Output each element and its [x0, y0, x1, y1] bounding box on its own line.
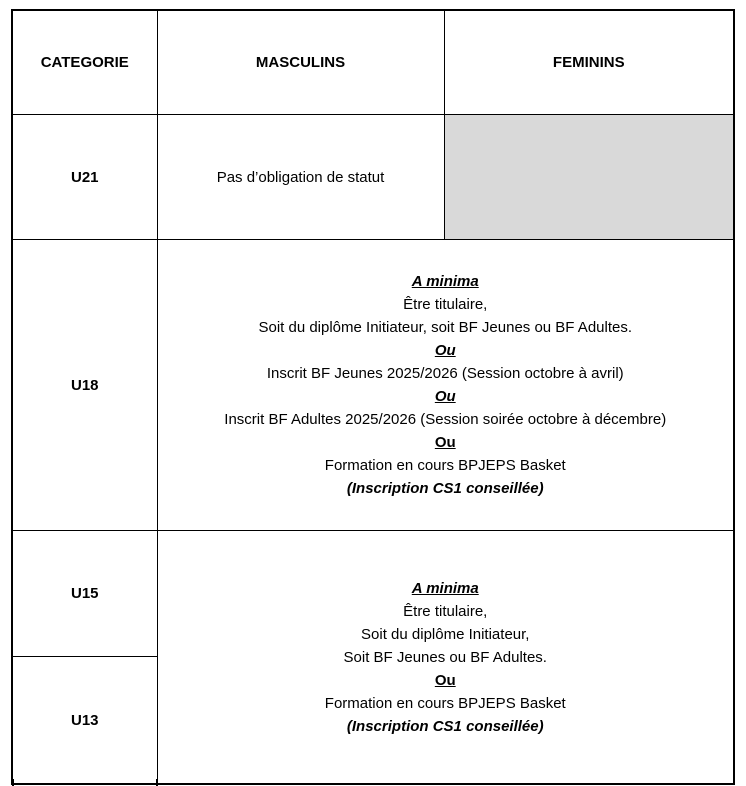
row-u18 — [12, 240, 734, 531]
u15-u13-line-inscription-cs1: (Inscription CS1 conseillée) — [346, 717, 544, 735]
next-row-border-sliver-left — [12, 779, 14, 786]
u18-line-diplomes: Soit du diplôme Initiateur, soit BF Jeunes ou BF Adultes. — [258, 319, 633, 336]
u15-u13-line-bpjeps: Formation en cours BPJEPS Basket — [324, 694, 566, 712]
u15-u13-requirements-cell — [157, 531, 734, 785]
u18-line-ou-2: Ou — [434, 388, 456, 405]
u18-line-titulaire: Être titulaire, — [403, 296, 488, 313]
u18-requirements-cell — [157, 240, 734, 531]
header-row — [12, 10, 734, 115]
coach-statut-table — [11, 9, 735, 785]
header-feminins: FEMININS — [444, 10, 734, 115]
u18-line-ou-1: Ou — [434, 342, 456, 359]
u18-line-inscription-cs1: (Inscription CS1 conseillée) — [346, 480, 544, 497]
u18-line-bf-jeunes: Inscrit BF Jeunes 2025/2026 (Session octobre à avril) — [266, 365, 624, 382]
u18-line-ou-3: Ou — [434, 434, 456, 451]
u18-line-bpjeps: Formation en cours BPJEPS Basket — [324, 457, 566, 474]
category-u21: U21 — [12, 115, 157, 240]
u15-u13-line-titulaire: Être titulaire, — [403, 602, 488, 620]
u15-u13-line-bf: Soit BF Jeunes ou BF Adultes. — [343, 648, 547, 666]
u15-u13-line-a-minima: A minima — [411, 579, 479, 597]
header-masculins: MASCULINS — [157, 10, 444, 115]
header-categorie: CATEGORIE — [12, 10, 157, 115]
u15-u13-line-initiateur: Soit du diplôme Initiateur, — [361, 625, 530, 643]
u21-feminins-shaded-cell — [444, 115, 734, 240]
category-u18: U18 — [12, 240, 157, 531]
row-u21 — [12, 115, 734, 240]
u18-requirements-text — [158, 270, 734, 500]
category-u13: U13 — [12, 657, 157, 785]
u18-line-bf-adultes: Inscrit BF Adultes 2025/2026 (Session soirée octobre à décembre) — [224, 411, 667, 428]
category-u15: U15 — [12, 531, 157, 657]
u15-u13-line-ou: Ou — [434, 671, 456, 689]
u18-line-a-minima: A minima — [411, 273, 479, 290]
u21-masculins-cell: Pas d’obligation de statut — [157, 115, 444, 240]
next-row-border-sliver-col1 — [156, 779, 158, 786]
row-u15 — [12, 531, 734, 657]
u15-u13-requirements-text — [158, 577, 734, 738]
